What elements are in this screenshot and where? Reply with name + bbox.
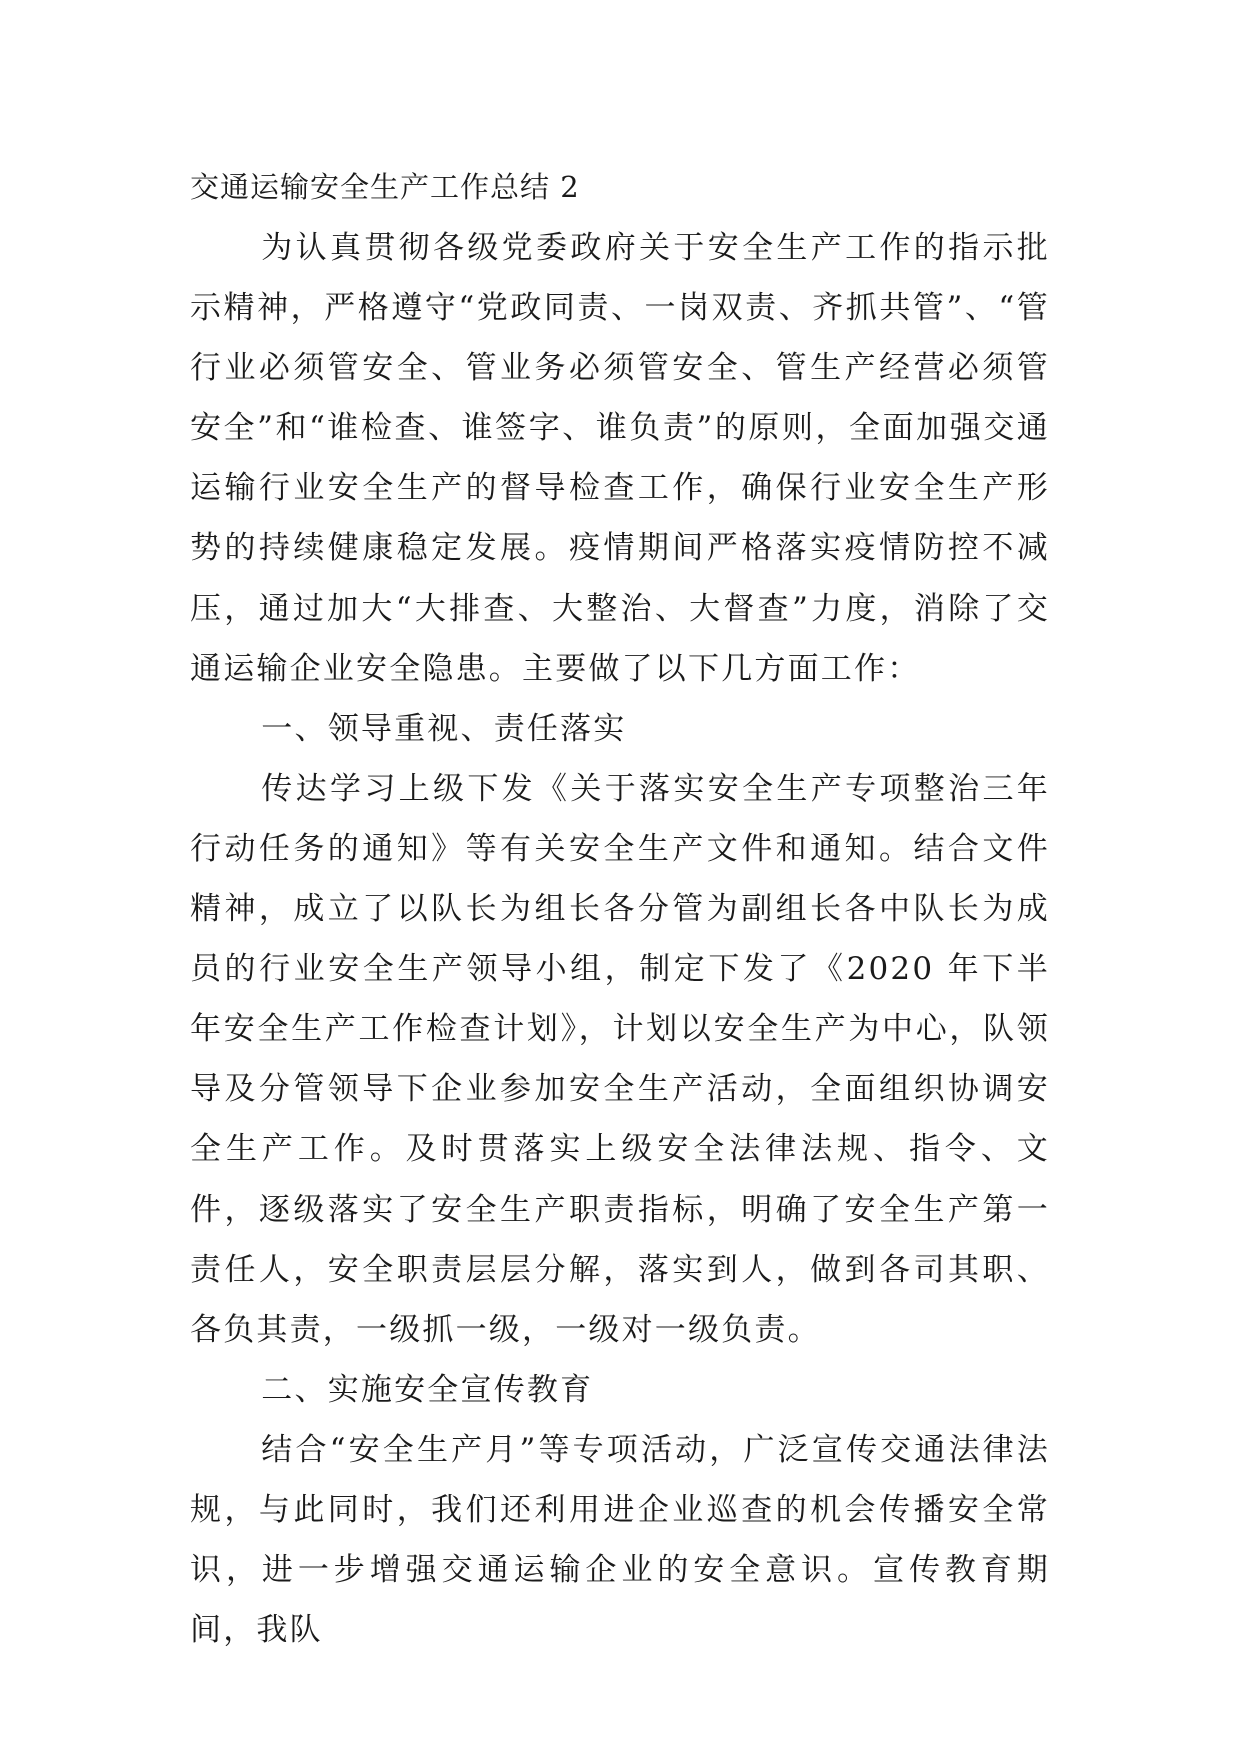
intro-paragraph: 为认真贯彻各级党委政府关于安全生产工作的指示批示精神，严格遵守“党政同责、一岗双责、齐抓共管”、“管行业必须管安全、管业务必须管安全、管生产经营必须管安全”和“谁检查、谁签字、谁负责”的原则，全面加强交通运输行业安全生产的督导检查工作，确保行业安全生产形势的持续健康稳定发展。疫情期间严格落实疫情防控不减压，通过加大“大排查、大整治、大督查”力度，消除了交通运输企业安全隐患。主要做了以下几方面工作： [190, 230, 1050, 687]
document-title: 交通运输安全生产工作总结 2 [190, 170, 580, 204]
section-1-paragraph: 传达学习上级下发《关于落实安全生产专项整治三年行动任务的通知》等有关安全生产文件和通知。结合文件精神，成立了以队长为组长各分管为副组长各中队长为成员的行业安全生产领导小组，制定下发了《2020 年下半年安全生产工作检查计划》，计划以安全生产为中心，队领导及分管领导下企业参加安全生产活动，全面组织协调安全生产工作。及时贯落实上级安全法律法规、指令、文件，逐级落实了安全生产职责指标，明确了安全生产第一责任人，安全职责层层分解，落实到人，做到各司其职、各负其责，一级抓一级，一级对一级负责。 [190, 770, 1050, 1348]
document-body [190, 218, 1050, 1660]
section-heading-2: 二、实施安全宣传教育 [261, 1371, 594, 1408]
section-2-paragraph: 结合“安全生产月”等专项活动，广泛宣传交通法律法规，与此同时，我们还利用进企业巡查的机会传播安全常识，进一步增强交通运输企业的安全意识。宣传教育期间，我队 [190, 1431, 1050, 1649]
section-heading-1: 一、领导重视、责任落实 [261, 710, 627, 747]
